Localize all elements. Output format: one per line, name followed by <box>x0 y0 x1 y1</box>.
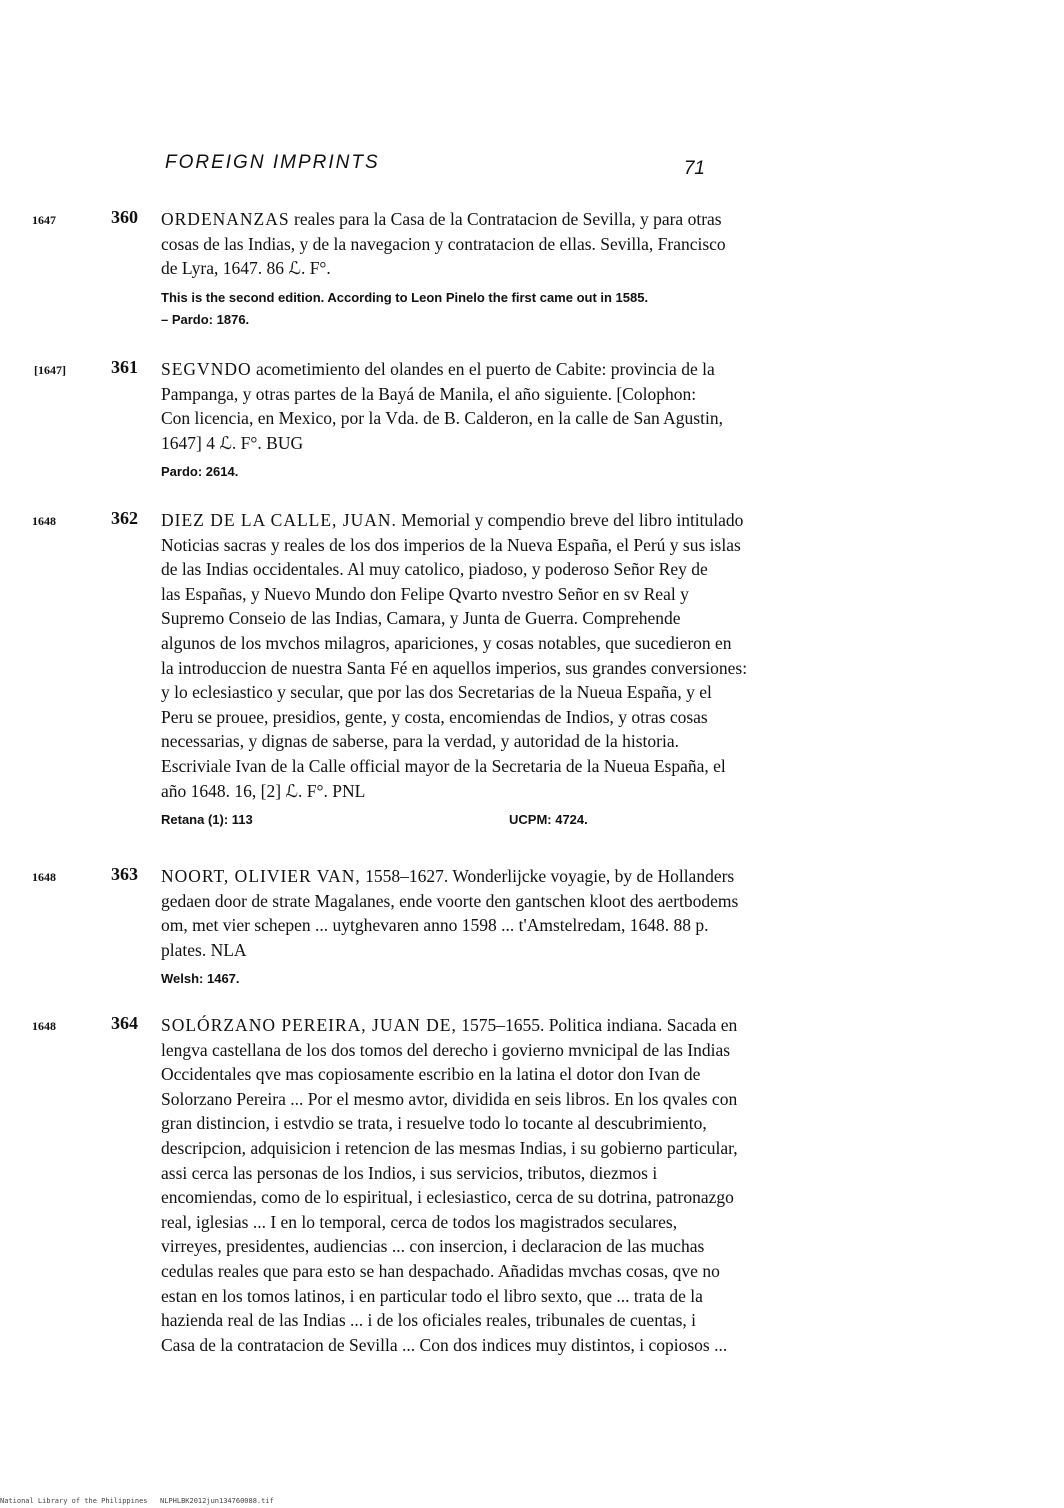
running-head <box>165 152 705 179</box>
entry-line: Escriviale Ivan de la Calle official mayor de la Secretaria de la Nueua España, el <box>161 755 726 776</box>
entry-note: – Pardo: 1876. <box>161 311 250 327</box>
entry-number: 363 <box>111 864 138 884</box>
entry-line: Solorzano Pereira ... Por el mesmo avtor, dividida en seis libros. En los qvales con <box>161 1088 738 1109</box>
entry-line: Pampanga, y otras partes de la Bayá de Manila, el año siguiente. [Colophon: <box>161 383 697 404</box>
entry-line: reales para la Casa de la Contratacion de Sevilla, y para otras <box>294 209 722 229</box>
entry-line: Peru se prouee, presidios, gente, y costa, encomiendas de Indios, y otras cosas <box>161 706 708 727</box>
entry-line: virreyes, presidentes, audiencias ... con insercion, i declaracion de las muchas <box>161 1236 705 1257</box>
entry-line: 1558–1627. Wonderlijcke voyagie, by de Hollanders <box>365 866 735 886</box>
entry-line: descripcion, adquisicion i retencion de las mesmas Indias, i su gobierno particular, <box>161 1137 738 1158</box>
entry-note: Pardo: 2614. <box>161 464 239 480</box>
entry-line: lengva castellana de los dos tomos del derecho i govierno mvnicipal de las Indias <box>161 1039 731 1060</box>
entry-line: gran distincion, i estvdio se trata, i resuelve todo lo tocante al descubrimiento, <box>161 1113 707 1134</box>
entry-body <box>161 1013 851 1357</box>
entry-notes <box>161 287 851 331</box>
entry-line: om, met vier schepen ... uytghevaren anno 1598 ... t'Amstelredam, 1648. 88 p. <box>161 915 709 936</box>
entry-heading: SEGVNDO <box>161 359 252 379</box>
entry-number: 361 <box>111 357 138 377</box>
entry-notes <box>161 968 851 990</box>
entry-body <box>161 508 851 831</box>
entry-line: 1647] 4 ℒ. F°. BUG <box>161 432 304 453</box>
entry-line: de Lyra, 1647. 86 ℒ. F°. <box>161 258 331 279</box>
entry-line: acometimiento del olandes en el puerto de Cabite: provincia de la <box>256 359 715 379</box>
entry-number: 360 <box>111 207 138 227</box>
entry-line: estan en los tomos latinos, i en particular todo el libro sexto, que ... trata de la <box>161 1285 703 1306</box>
entry-line: 1575–1655. Politica indiana. Sacada en <box>461 1015 738 1035</box>
footer-filename: NLPHLBK2012jun134760088.tif <box>160 1497 274 1505</box>
entry-line: Con licencia, en Mexico, por la Vda. de B. Calderon, en la calle de San Agustin, <box>161 408 723 429</box>
entry-line: hazienda real de las Indias ... i de los oficiales reales, tribunales de cuentas, i <box>161 1310 696 1331</box>
scan-footer <box>0 1497 274 1505</box>
entry-notes <box>161 809 851 831</box>
entry-line: gedaen door de strate Magalanes, ende voorte den gantschen kloot des aertbodems <box>161 890 739 911</box>
entry-note: UCPM: 4724. <box>509 812 588 828</box>
entry-line: Occidentales qve mas copiosamente escribio en la latina el dotor don Ivan de <box>161 1064 701 1085</box>
entry-line: la introduccion de nuestra Santa Fé en aquellos imperios, sus grandes conversiones: <box>161 657 748 678</box>
entry-line: Memorial y compendio breve del libro intitulado <box>401 510 744 530</box>
entry-line: y lo eclesiastico y secular, que por las dos Secretarias de la Nueua España, y el <box>161 682 712 703</box>
entry-line: Supremo Conseio de las Indias, Camara, y Junta de Guerra. Comprehende <box>161 608 681 629</box>
entry-line: cedulas reales que para esto se han despachado. Añadidas mvchas cosas, qve no <box>161 1260 720 1281</box>
entry-line: año 1648. 16, [2] ℒ. F°. PNL <box>161 780 366 801</box>
entry-number: 362 <box>111 508 138 528</box>
entry-heading: NOORT, OLIVIER VAN, <box>161 866 361 886</box>
entry-line: las Españas, y Nuevo Mundo don Felipe Qvarto nvestro Señor en sv Real y <box>161 583 689 604</box>
entry-year: 1648 <box>32 1019 56 1033</box>
entry-line: encomiendas, como de lo espiritual, i eclesiastico, cerca de su dotrina, patronazgo <box>161 1187 734 1208</box>
entry-body <box>161 357 851 483</box>
page-number: 71 <box>683 158 705 179</box>
entry-year: 1647 <box>32 213 56 227</box>
entry-line: cosas de las Indias, y de la navegacion y contratacion de ellas. Sevilla, Francisco <box>161 233 726 254</box>
entry-line: plates. NLA <box>161 939 247 960</box>
entry-body <box>161 864 851 990</box>
entry-line: real, iglesias ... I en lo temporal, cerca de todos los magistrados seculares, <box>161 1211 678 1232</box>
entry-number: 364 <box>111 1013 138 1033</box>
entry-note: Retana (1): 113 <box>161 812 253 828</box>
entry-year: [1647] <box>34 363 66 377</box>
entry-line: Casa de la contratacion de Sevilla ... Con dos indices muy distintos, i copiosos ... <box>161 1334 728 1355</box>
entry-line: de las Indias occidentales. Al muy catolico, piadoso, y poderoso Señor Rey de <box>161 559 708 580</box>
entry-line: assi cerca las personas de los Indios, i sus servicios, tributos, diezmos i <box>161 1162 658 1183</box>
entry-line: Noticias sacras y reales de los dos imperios de la Nueva España, el Perú y sus islas <box>161 534 741 555</box>
entry-body <box>161 207 851 331</box>
entry-heading: ORDENANZAS <box>161 209 290 229</box>
footer-library: National Library of the Philippines <box>0 1497 148 1505</box>
entry-heading: SOLÓRZANO PEREIRA, JUAN DE, <box>161 1015 457 1035</box>
entry-heading: DIEZ DE LA CALLE, JUAN. <box>161 510 397 530</box>
entry-note: Welsh: 1467. <box>161 971 240 987</box>
running-head-title: FOREIGN IMPRINTS <box>165 152 380 173</box>
entry-line: necessarias, y dignas de saberse, para la verdad, y autoridad de la historia. <box>161 731 679 752</box>
entry-note: This is the second edition. According to Leon Pinelo the first came out in 1585. <box>161 289 649 305</box>
entry-notes <box>161 461 851 483</box>
entry-line: algunos de los mvchos milagros, apariciones, y cosas notables, que sucedieron en <box>161 632 732 653</box>
entry-year: 1648 <box>32 514 56 528</box>
entry-year: 1648 <box>32 870 56 884</box>
